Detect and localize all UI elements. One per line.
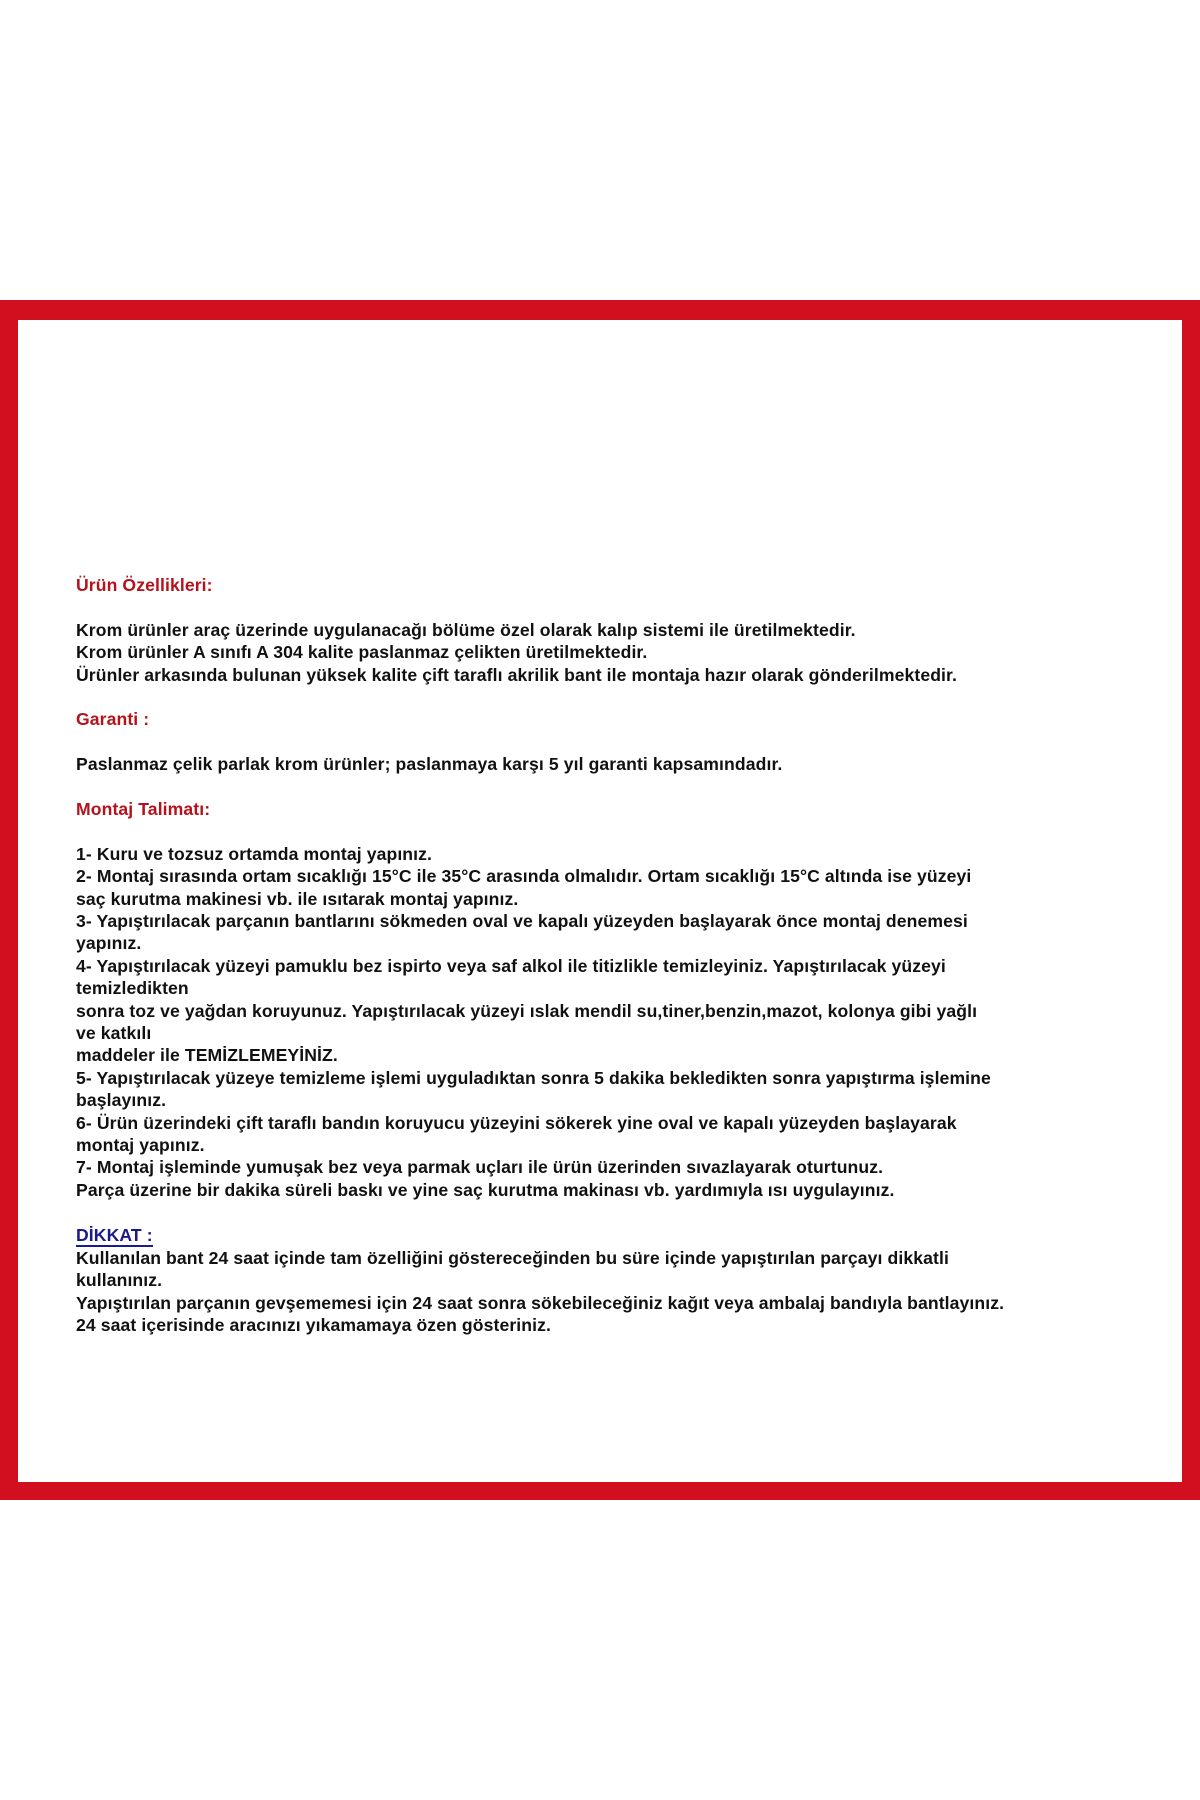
text-line: sonra toz ve yağdan koruyunuz. Yapıştırılacak yüzeyi ıslak mendil su,tiner,benzin,mazot, kolonya gibi yağlı: [76, 1000, 978, 1021]
text-line: temizledikten: [76, 978, 189, 999]
text-line: kullanınız.: [76, 1270, 163, 1291]
heading-urun-ozellikleri: Ürün Özellikleri:: [76, 575, 213, 595]
text-line: 1- Kuru ve tozsuz ortamda montaj yapınız.: [76, 843, 433, 864]
heading-montaj-talimati: Montaj Talimatı:: [76, 799, 211, 819]
text-line: 7- Montaj işleminde yumuşak bez veya parmak uçları ile ürün üzerinden sıvazlayarak oturtunuz.: [76, 1157, 884, 1178]
text-line: yapınız.: [76, 933, 142, 954]
text-line: 3- Yapıştırılacak parçanın bantlarını sökmeden oval ve kapalı yüzeyden başlayarak önce montaj denemesi: [76, 911, 968, 932]
spacer: [76, 596, 1156, 618]
spacer: [76, 731, 1156, 753]
text-line: 24 saat içerisinde aracınızı yıkamamaya özen gösteriniz.: [76, 1314, 551, 1335]
heading-dikkat: [76, 1224, 1156, 1247]
text-line: Kullanılan bant 24 saat içinde tam özelliğini göstereceğinden bu süre içinde yapıştırılan parçayı dikkatli: [76, 1247, 949, 1268]
text-line: Parça üzerine bir dakika süreli baskı ve yine saç kurutma makinası vb. yardımıyla ısı uygulayınız.: [76, 1179, 895, 1200]
text-line: Yapıştırılan parçanın gevşememesi için 24 saat sonra sökebileceğiniz kağıt veya ambalaj bandıyla bantlayınız.: [76, 1292, 1005, 1313]
spacer: [76, 776, 1156, 798]
text-line: 5- Yapıştırılacak yüzeye temizleme işlemi uyguladıktan sonra 5 dakika bekledikten sonra yapıştırma işlemine: [76, 1067, 991, 1088]
text-line: saç kurutma makinesi vb. ile ısıtarak montaj yapınız.: [76, 888, 519, 909]
red-frame: [0, 300, 1200, 1500]
text-line: montaj yapınız.: [76, 1135, 205, 1156]
text-line: 2- Montaj sırasında ortam sıcaklığı 15°C ile 35°C arasında olmalıdır. Ortam sıcaklığı 15°C altında ise yüzeyi: [76, 866, 972, 887]
text-line: maddeler ile TEMİZLEMEYİNİZ.: [76, 1045, 338, 1066]
dikkat-underlined-label: DİKKAT :: [76, 1224, 153, 1245]
heading-garanti: Garanti :: [76, 709, 150, 730]
spacer: [76, 686, 1156, 708]
text-line: Paslanmaz çelik parlak krom ürünler; paslanmaya karşı 5 yıl garanti kapsamındadır.: [76, 754, 783, 775]
text-line: Krom ürünler araç üzerinde uygulanacağı bölüme özel olarak kalıp sistemi ile üretilmektedir.: [76, 619, 856, 640]
text-line: 4- Yapıştırılacak yüzeyi pamuklu bez ispirto veya saf alkol ile titizlikle temizleyiniz. Yapıştırılacak yüzeyi: [76, 955, 946, 976]
document-body: [76, 574, 1156, 1336]
text-line: ve katkılı: [76, 1023, 152, 1044]
text-line: Ürünler arkasında bulunan yüksek kalite çift taraflı akrilik bant ile montaja hazır olarak gönderilmektedir.: [76, 664, 958, 685]
text-line: 6- Ürün üzerindeki çift taraflı bandın koruyucu yüzeyini sökerek yine oval ve kapalı yüzeyden başlayarak: [76, 1112, 957, 1133]
spacer: [76, 820, 1156, 842]
spacer: [76, 1201, 1156, 1223]
text-line: başlayınız.: [76, 1090, 167, 1111]
text-line: Krom ürünler A sınıfı A 304 kalite paslanmaz çelikten üretilmektedir.: [76, 642, 648, 663]
